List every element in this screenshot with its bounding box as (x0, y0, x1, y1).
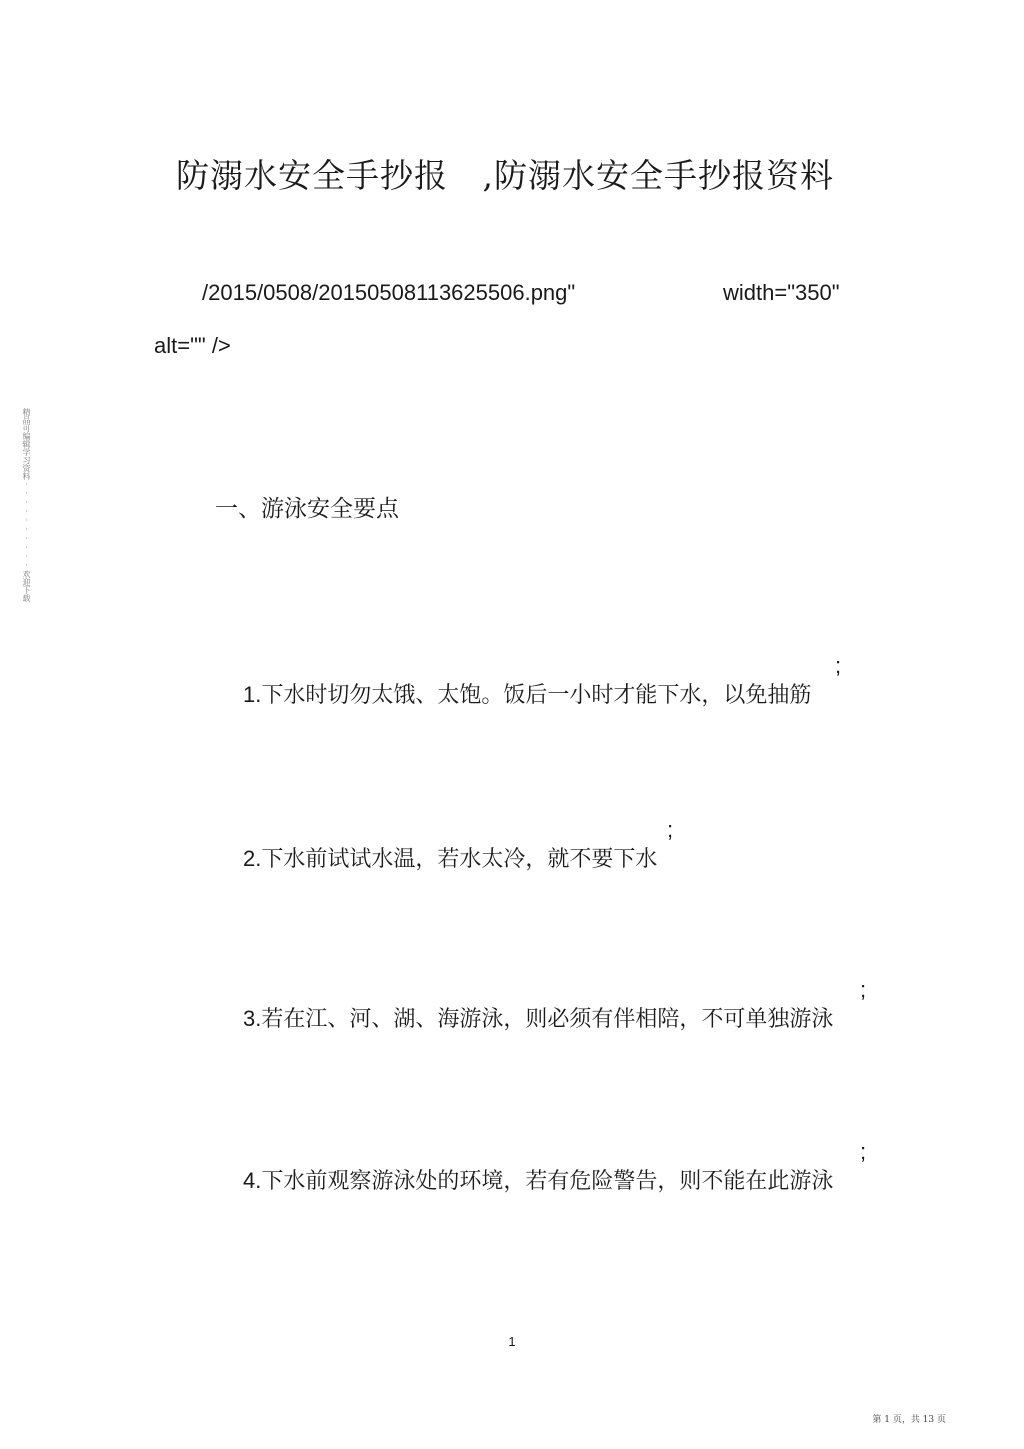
code-fragment-width: width="350" (723, 280, 840, 305)
list-item-number: 2. (242, 846, 262, 871)
list-item-end: ; (835, 653, 842, 678)
code-fragment-alt: alt="" /> (154, 333, 231, 358)
list-item-number: 4. (242, 1168, 262, 1193)
list-item (215, 653, 842, 734)
page-number: 1 (508, 1334, 516, 1349)
list-item-number: 3. (242, 1006, 262, 1031)
list-item-end: ; (860, 977, 867, 1002)
list-item-number: 1. (242, 682, 262, 707)
list-item (215, 817, 674, 898)
list-item-text: 下水前观察游泳处的环境，若有危险警告，则不能在此游泳 (261, 1169, 834, 1194)
footer-page-count: 第 1 页，共 13 页 (872, 1415, 946, 1425)
list-item-end: ; (667, 817, 674, 842)
side-margin-text: 精品可编辑学习资料 (22, 408, 31, 480)
list-item-text: 下水时切勿太饿、太饱。饭后一小时才能下水，以免抽筋 (261, 683, 812, 708)
list-item-text: 下水前试试水温，若水太冷，就不要下水 (261, 847, 658, 872)
code-fragment-path: /2015/0508/20150508113625506.png" (202, 280, 576, 305)
side-margin-text-2: 欢迎下载 (22, 570, 31, 602)
document-title: 防溺水安全手抄报 ,防溺水安全手抄报资料 (176, 156, 834, 195)
list-item-text: 若在江、河、湖、海游泳，则必须有伴相陪，不可单独游泳 (261, 1007, 834, 1032)
side-margin-watermark (17, 408, 31, 602)
section-heading: 一、游泳安全要点 (215, 496, 399, 522)
list-item (215, 1139, 867, 1220)
side-margin-dots: ·········· (22, 480, 31, 570)
list-item (215, 977, 867, 1058)
list-item-end: ; (860, 1139, 867, 1164)
